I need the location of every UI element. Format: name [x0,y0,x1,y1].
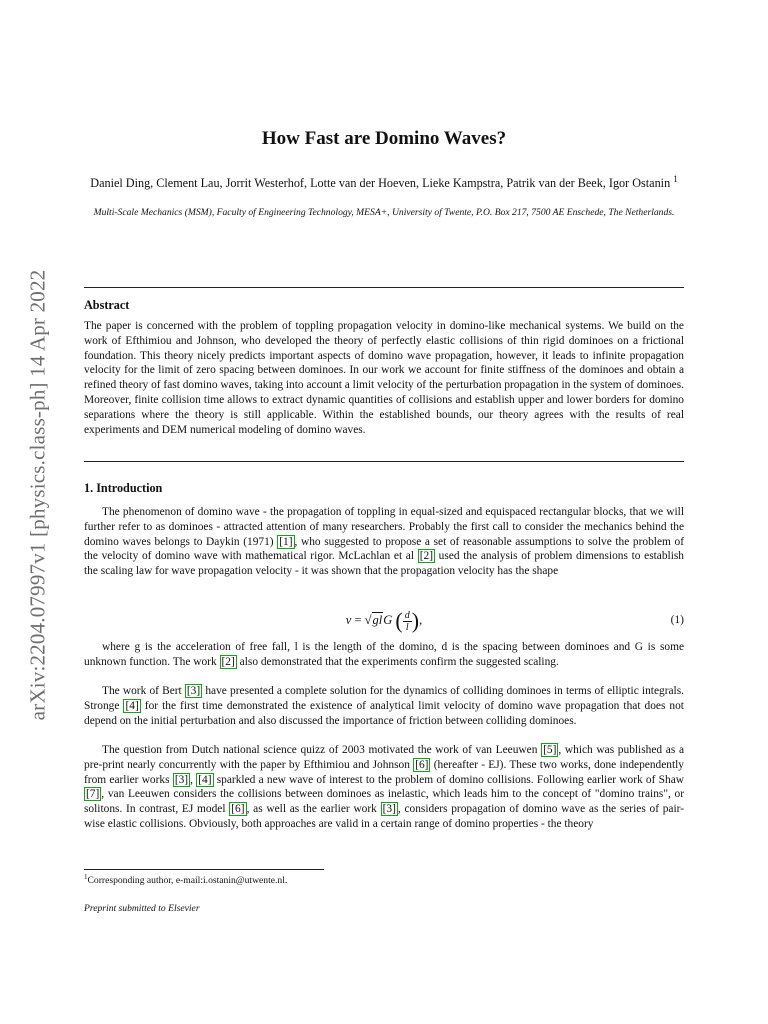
intro-paragraph-3: The work of Bert [3] have presented a complete solution for the dynamics of colliding dominoes in terms of elliptic integrals. Stronge [4] for the first time demonstrated the existence of analytical limit velocity of domino wave propagation that does not depend on the initial perturbation and also discussed the importance of friction between colliding dominoes. [84,685,684,727]
equation-1 [84,602,684,642]
citation-link[interactable]: [6] [415,758,429,771]
preprint-note: Preprint submitted to Elsevier [84,903,200,914]
equation-fraction: $\frac{d}{l}$ [404,609,410,633]
footnote-text: Corresponding author, e-mail:i.ostanin@utwente.nl. [87,875,288,887]
author-footnote-mark: 1 [673,174,678,184]
abstract-top-rule [84,287,684,288]
author-list [84,172,684,191]
arxiv-identifier-text: arXiv:2204.07997v1 [physics.class-ph] 14 Apr 2022 [25,269,50,721]
paper-title: How Fast are Domino Waves? [261,128,507,149]
equation-body: v = √glG ( $\frac{d}{l}$ ), [345,608,423,633]
citation-link[interactable]: [7] [86,788,100,801]
citation-link[interactable]: [3] [174,773,189,786]
footnote-rule [84,869,324,870]
footnote-mark: 1 [84,873,88,881]
abstract-heading: Abstract [84,298,130,312]
abstract-text: The paper is concerned with the problem of toppling propagation velocity in domino-like mechanical systems. We build on the work of Efthimiou and Johnson, who developed the theory of perfectly elastic collisions of thin rigid dominoes on a frictional foundation. This theory nicely predicts important aspects of domino wave propagation, however, it leads to infinite propagation velocity for the limit of zero spacing between dominoes. In our work we account for finite stiffness of the dominoes and obtain a refined theory of fast domino waves, taking into account a limit velocity of the perturbation propagation in the system of dominoes. Moreover, finite collision time allows to extract dynamic quantities of collisions and establish upper and lower borders for domino separations where the theory is still applicable. Within the established bounds, our theory agrees with the results of real experiments and DEM numerical modeling of domino waves. [84,320,684,436]
citation-link[interactable]: [4] [198,773,212,786]
citation-link[interactable]: [3] [382,803,396,816]
footnote [84,873,287,886]
intro-paragraph-4: The question from Dutch national science quizz of 2003 motivated the work of van Leeuwen [5] , which was published as a pre-print nearly concurrently with the paper by Efthimiou and Johnson [6] (hereafter - EJ). These two works, done independently from earlier works [3] , [4] sparkled a new wave of interest to the problem of domino collisions. Following earlier work of Shaw [7] , van Leeuwen considers the collisions between dominoes as inelastic, which leads him to the concept of "domino trains", or solitons. In contrast, EJ model [6] , as well as the earlier work [3] , considers propagation of domino wave as the series of pair-wise elastic collisions. Obviously, both approaches are valid in a certain range of domino properties - the theory [84,744,684,830]
affiliation: Multi-Scale Mechanics (MSM), Faculty of Engineering Technology, MESA+, University of Twente, P.O. Box 217, 7500 AE Enschede, The Netherlands. [93,207,675,218]
citation-link[interactable]: [2] [221,655,235,668]
introduction-heading: 1. Introduction [84,481,163,495]
citation-link[interactable]: [1] [279,535,293,548]
citation-link[interactable]: [3] [186,685,201,697]
citation-link[interactable]: [5] [543,744,557,756]
arxiv-identifier-sidebar [16,269,60,721]
abstract-bottom-rule [84,461,684,462]
citation-link[interactable]: [6] [231,803,245,816]
citation-link[interactable]: [2] [419,550,433,563]
intro-paragraph-2: where g is the acceleration of free fall, l is the length of the domino, d is the spacing between dominoes and G is some unknown function. The work [2] also demonstrated that the experiments confirm the suggested scaling. [84,641,684,668]
intro-paragraph-1: The phenomenon of domino wave - the propagation of toppling in equal-sized and equispaced rectangular blocks, that we will further refer to as dominoes - attracted attention of many researchers. Probably the first call to consider the mechanics behind the domino waves belongs to Daykin (1971) [1] , who suggested to propose a set of reasonable assumptions to solve the problem of the velocity of domino wave with mathematical rigor. McLachlan et al [2] used the analysis of problem dimensions to establish the scaling law for wave propagation velocity - it was shown that the propagation velocity has the shape [84,506,684,578]
author-names: Daniel Ding, Clement Lau, Jorrit Westerhof, Lotte van der Hoeven, Lieke Kampstra, Patrik van der Beek, Igor Ostanin [90,176,671,191]
citation-link[interactable]: [4] [125,699,139,712]
equation-number: (1) [670,614,684,626]
